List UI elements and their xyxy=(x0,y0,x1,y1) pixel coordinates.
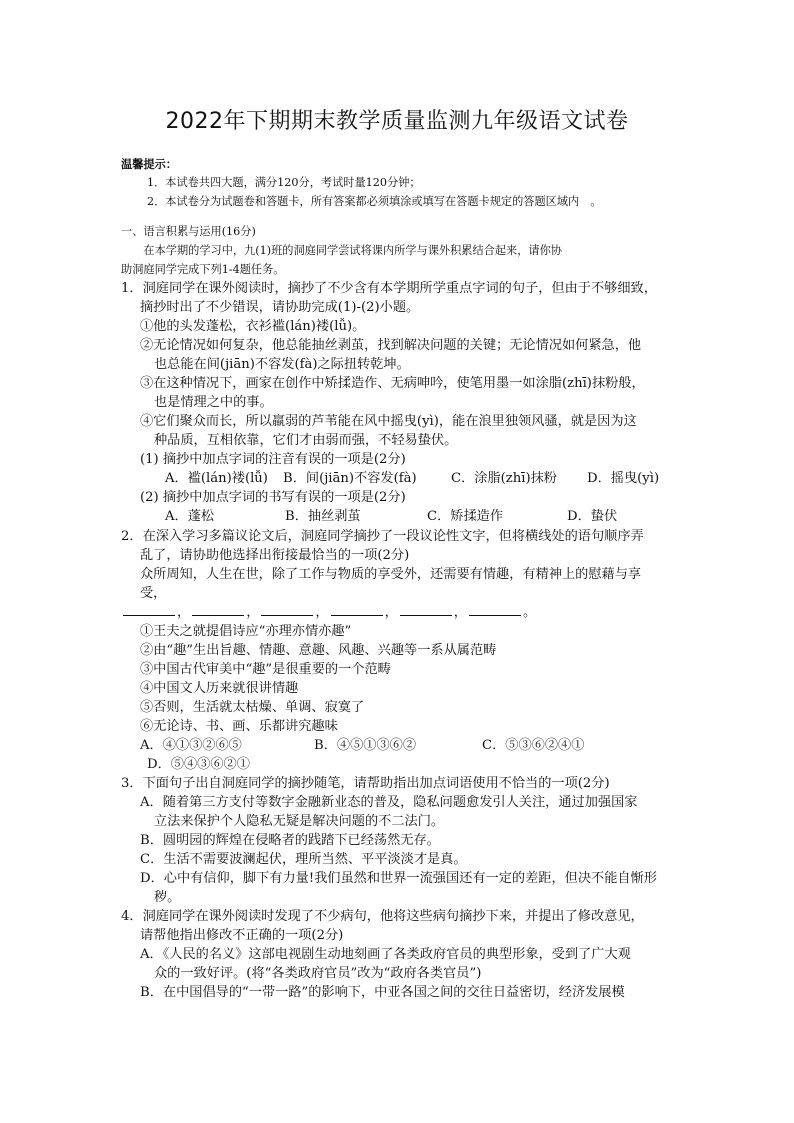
question-1-stem: 摘抄时出了不少错误，请协助完成(1)-(2)小题。 xyxy=(140,300,420,315)
blank[interactable] xyxy=(331,603,383,616)
q4-option[interactable]: B．在中国倡导的“一带一路”的影响下，中亚各国之间的交往日益密切，经济发展模 xyxy=(140,985,625,1000)
option-d[interactable]: D．⑤④③⑥②① xyxy=(147,757,250,772)
option-b[interactable]: B．间(jiān)不容发(fà) xyxy=(283,471,417,486)
blank[interactable] xyxy=(261,603,313,616)
section-intro: 在本学期的学习中，九(1)班的洞庭同学尝试将课内所学与课外积累结合起来，请你协 xyxy=(121,244,562,257)
option-b[interactable]: B．④⑤①③⑥② xyxy=(314,738,417,753)
q2-options xyxy=(140,736,584,755)
q2-item: ①王夫之就提倡诗应“亦理亦情亦趣” xyxy=(140,624,352,639)
q2-item: ⑥无论诗、书、画、乐都讲究趣味 xyxy=(140,719,338,734)
blank[interactable] xyxy=(192,603,244,616)
q3-option[interactable]: 秽。 xyxy=(154,890,181,905)
q1-sentence: ②无论情况如何复杂，他总能抽丝剥茧，找到解决问题的关键；无论情况如何紧急，他 xyxy=(140,338,642,353)
section-intro: 助洞庭同学完成下列1-4题任务。 xyxy=(121,263,285,276)
option-d[interactable]: D．蛰伏 xyxy=(567,509,618,524)
question-1-stem: 1．洞庭同学在课外阅读时，摘抄了不少含有本学期所学重点字词的句子，但由于不够细致， xyxy=(121,281,657,296)
q1-sub-question: (2) 摘抄中加点字词的书写有误的一项是(2分) xyxy=(140,490,406,505)
blank[interactable] xyxy=(123,603,175,616)
question-4-stem: 请帮他指出修改不正确的一项(2分) xyxy=(140,928,344,943)
q4-option[interactable]: 众的一致好评。(将“各类政府官员”改为“政府各类官员”) xyxy=(154,966,482,981)
option-c[interactable]: C．⑤③⑥②④① xyxy=(482,738,585,753)
page-title: 2022年下期期末教学质量监测九年级语文试卷 xyxy=(165,109,629,134)
q3-option[interactable]: B．圆明园的辉煌在侵略者的践踏下已经荡然无存。 xyxy=(140,833,440,848)
blank[interactable] xyxy=(400,603,452,616)
q2-item: ⑤否则，生活就太枯燥、单调、寂寞了 xyxy=(140,700,365,715)
q2-item: ③中国古代审美中“趣”是很重要的一个范畴 xyxy=(140,662,391,677)
tip-item: 1．本试卷共四大题，满分120分，考试时量120分钟； xyxy=(147,176,421,189)
q3-option[interactable]: D．心中有信仰，脚下有力量!我们虽然和世界一流强国还有一定的差距，但决不能自惭形 xyxy=(140,871,657,886)
q1-sentence: 也是情理之中的事。 xyxy=(154,395,273,410)
question-2-stem: 乱了，请协助他选择出衔接最恰当的一项(2分) xyxy=(140,548,410,563)
blank[interactable] xyxy=(469,603,521,616)
q1-sub1-options xyxy=(165,469,659,488)
q4-option[interactable]: A．《人民的名义》这部电视剧生动地刻画了各类政府官员的典型形象，受到了广大观 xyxy=(140,947,631,962)
q1-sentence: ④它们聚众而长，所以羸弱的芦苇能在风中摇曳(yì)，能在浪里独领风骚，就是因为这 xyxy=(140,414,637,429)
section-heading: 一、语言积累与运用(16分) xyxy=(121,225,256,238)
question-2-stem: 2．在深入学习多篇议论文后，洞庭同学摘抄了一段议论性文字，但将横线处的语句顺序弄 xyxy=(121,529,644,544)
q1-sentence: 种品质，互相依靠，它们才由弱而强，不轻易蛰伏。 xyxy=(154,433,458,448)
q1-sub-question: (1) 摘抄中加点字词的注音有误的一项是(2分) xyxy=(140,452,406,467)
question-2-stem: 众所周知，人生在世，除了工作与物质的享受外，还需要有情趣，有精神上的慰藉与享 xyxy=(140,567,642,582)
question-3-stem: 3．下面句子出自洞庭同学的摘抄随笔，请帮助指出加点词语使用不恰当的一项(2分) xyxy=(121,776,610,791)
option-d[interactable]: D．摇曳(yì) xyxy=(587,471,660,486)
question-2-stem: 受， xyxy=(140,586,167,601)
option-a[interactable]: A．褴(lán)褛(lǚ) xyxy=(165,471,268,486)
q2-item: ④中国文人历来就很讲情趣 xyxy=(140,681,299,696)
tips-heading: 温馨提示： xyxy=(121,158,177,171)
tip-item: 2．本试卷分为试题卷和答题卡，所有答案都必须填涂或填写在答题卡规定的答题区域内 。 xyxy=(147,195,602,208)
q3-option[interactable]: A．随着第三方支付等数字金融新业态的普及，隐私问题愈发引人关注，通过加强国家 xyxy=(140,795,638,810)
q3-option[interactable]: 立法来保护个人隐私无疑是解决问题的不二法门。 xyxy=(154,814,445,829)
q1-sub2-options xyxy=(165,507,617,526)
option-c[interactable]: C．涂脂(zhī)抹粉 xyxy=(451,471,557,486)
question-4-stem: 4．洞庭同学在课外阅读时发现了不少病句，他将这些病句摘抄下来，并提出了修改意见， xyxy=(121,909,644,924)
q2-blanks: ， ， ， ， ， 。 xyxy=(121,603,536,622)
q1-sentence: ③在这种情况下，画家在创作中矫揉造作、无病呻吟，使笔用墨一如涂脂(zhī)抹粉般， xyxy=(140,376,645,391)
q2-item: ②由“趣”生出旨趣、情趣、意趣、风趣、兴趣等一系从属范畴 xyxy=(140,643,497,658)
q1-sentence: 也总能在间(jiān)不容发(fà)之际扭转乾坤。 xyxy=(154,357,410,372)
option-a[interactable]: A．蓬松 xyxy=(165,509,215,524)
q1-sentence: ①他的头发蓬松，衣衫褴(lán)褛(lǚ)。 xyxy=(140,319,366,334)
q3-option[interactable]: C．生活不需要波澜起伏，理所当然、平平淡淡才是真。 xyxy=(140,852,467,867)
option-c[interactable]: C．矫揉造作 xyxy=(427,509,504,524)
option-a[interactable]: A．④①③②⑥⑤ xyxy=(140,738,242,753)
option-b[interactable]: B．抽丝剥茧 xyxy=(285,509,361,524)
